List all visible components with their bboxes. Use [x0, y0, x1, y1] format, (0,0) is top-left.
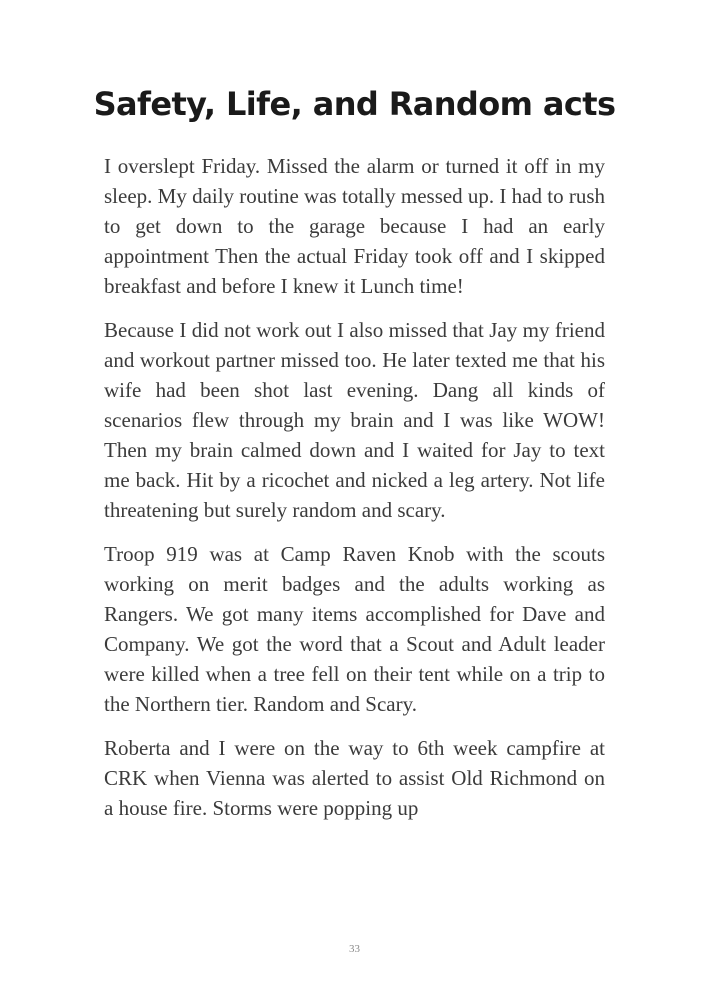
page-title: Safety, Life, and Random acts: [93, 85, 616, 123]
paragraph-4: Roberta and I were on the way to 6th week campfire at CRK when Vienna was alerted to assist Old Richmond on a house fire. Storms were popping up: [104, 736, 605, 820]
paragraph-2: Because I did not work out I also missed that Jay my friend and workout partner missed too. He later texted me that his wife had been shot last evening. Dang all kinds of scenarios flew through my brain and I was like WOW! Then my brain calmed down and I waited for Jay to text me back. Hit by a ricochet and nicked a leg artery. Not life threatening but surely random and scary.: [104, 318, 605, 522]
paragraph-3: Troop 919 was at Camp Raven Knob with the scouts working on merit badges and the adults working as Rangers. We got many items accomplished for Dave and Company. We got the word that a Scout and Adult leader were killed when a tree fell on their tent while on a trip to the Northern tier. Random and Scary.: [104, 542, 605, 716]
page-number: 33: [349, 943, 360, 955]
body-text: [104, 151, 605, 837]
paragraph-1: I overslept Friday. Missed the alarm or turned it off in my sleep. My daily routine was totally messed up. I had to rush to get down to the garage because I had an early appointment Then the actual Friday took off and I skipped breakfast and before I knew it Lunch time!: [104, 154, 605, 298]
